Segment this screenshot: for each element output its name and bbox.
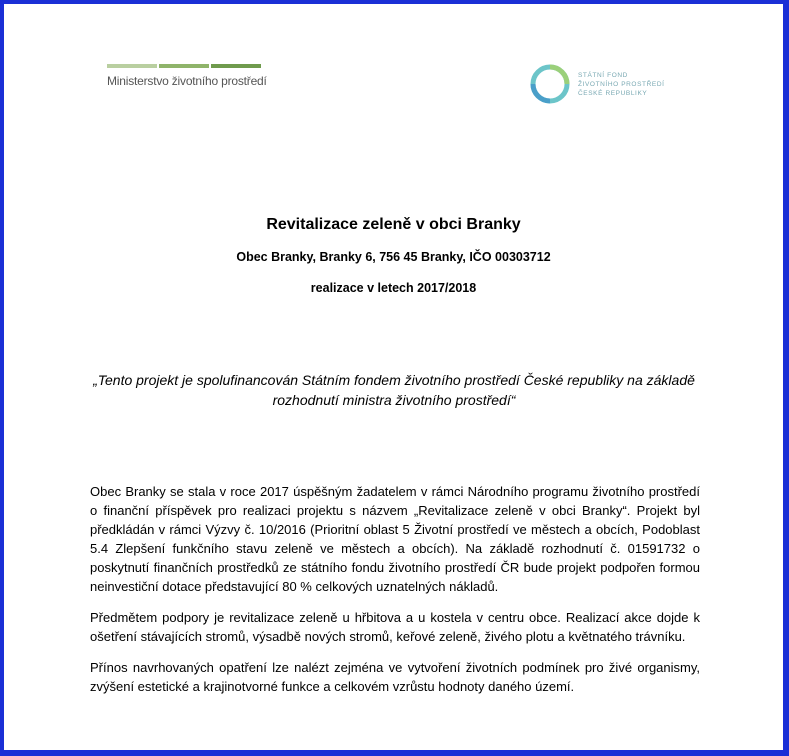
state-fund-line: STÁTNÍ FOND (578, 71, 628, 79)
state-fund-logo-text (578, 71, 665, 98)
ministry-logo (107, 64, 267, 94)
body-paragraph: Přínos navrhovaných opatření lze nalézt zejména ve vytvoření životních podmínek pro živé organismy, zvýšení estetické a krajinotvorné funkce a celkovém vzrůstu hodnoty daného území. (90, 660, 700, 694)
document-page (4, 4, 783, 750)
state-fund-line: ŽIVOTNÍHO PROSTŘEDÍ (578, 80, 665, 88)
funding-quote: „Tento projekt je spolufinancován Státním fondem životního prostředí České republiky na základě rozhodnutí ministra životního prostředí“ (93, 372, 695, 408)
body-paragraph: Obec Branky se stala v roce 2017 úspěšným žadatelem v rámci Národního programu životního prostředí o finanční příspěvek pro realizaci projektu s názvem „Revitalizace zeleně v obci Branky“. Projekt byl předkládán v rámci Výzvy č. 10/2016 (Prioritní oblast 5 Životní prostředí ve městech a obcích, Podoblast 5.4 Zlepšení funkčního stavu zeleně ve městech a obcích). Na základě rozhodnutí č. 01591732 o poskytnutí finančních prostředků ze státního fondu životního prostředí ČR bude projekt podpořen formou neinvestiční dotace představující 80 % celkových uznatelných nákladů. (90, 484, 700, 594)
logo-bar (107, 64, 157, 68)
ministry-logo-bars (107, 64, 267, 68)
logo-bar (211, 64, 261, 68)
state-fund-line: ČESKÉ REPUBLIKY (578, 89, 648, 97)
document-body (90, 482, 700, 708)
document-address: Obec Branky, Branky 6, 756 45 Branky, IČO 00303712 (236, 250, 551, 264)
state-fund-emblem-icon (530, 64, 570, 104)
logo-bar (159, 64, 209, 68)
state-fund-logo (530, 56, 690, 112)
document-title: Revitalizace zeleně v obci Branky (266, 216, 521, 233)
ministry-logo-text: Ministerstvo životního prostředí (107, 74, 267, 88)
body-paragraph: Předmětem podpory je revitalizace zeleně u hřbitova a u kostela v centru obce. Realizací akce dojde k ošetření stávajících stromů, výsadbě nových stromů, keřové zeleně, živého plotu a květnatého trávníku. (90, 610, 700, 644)
document-period: realizace v letech 2017/2018 (310, 281, 477, 295)
